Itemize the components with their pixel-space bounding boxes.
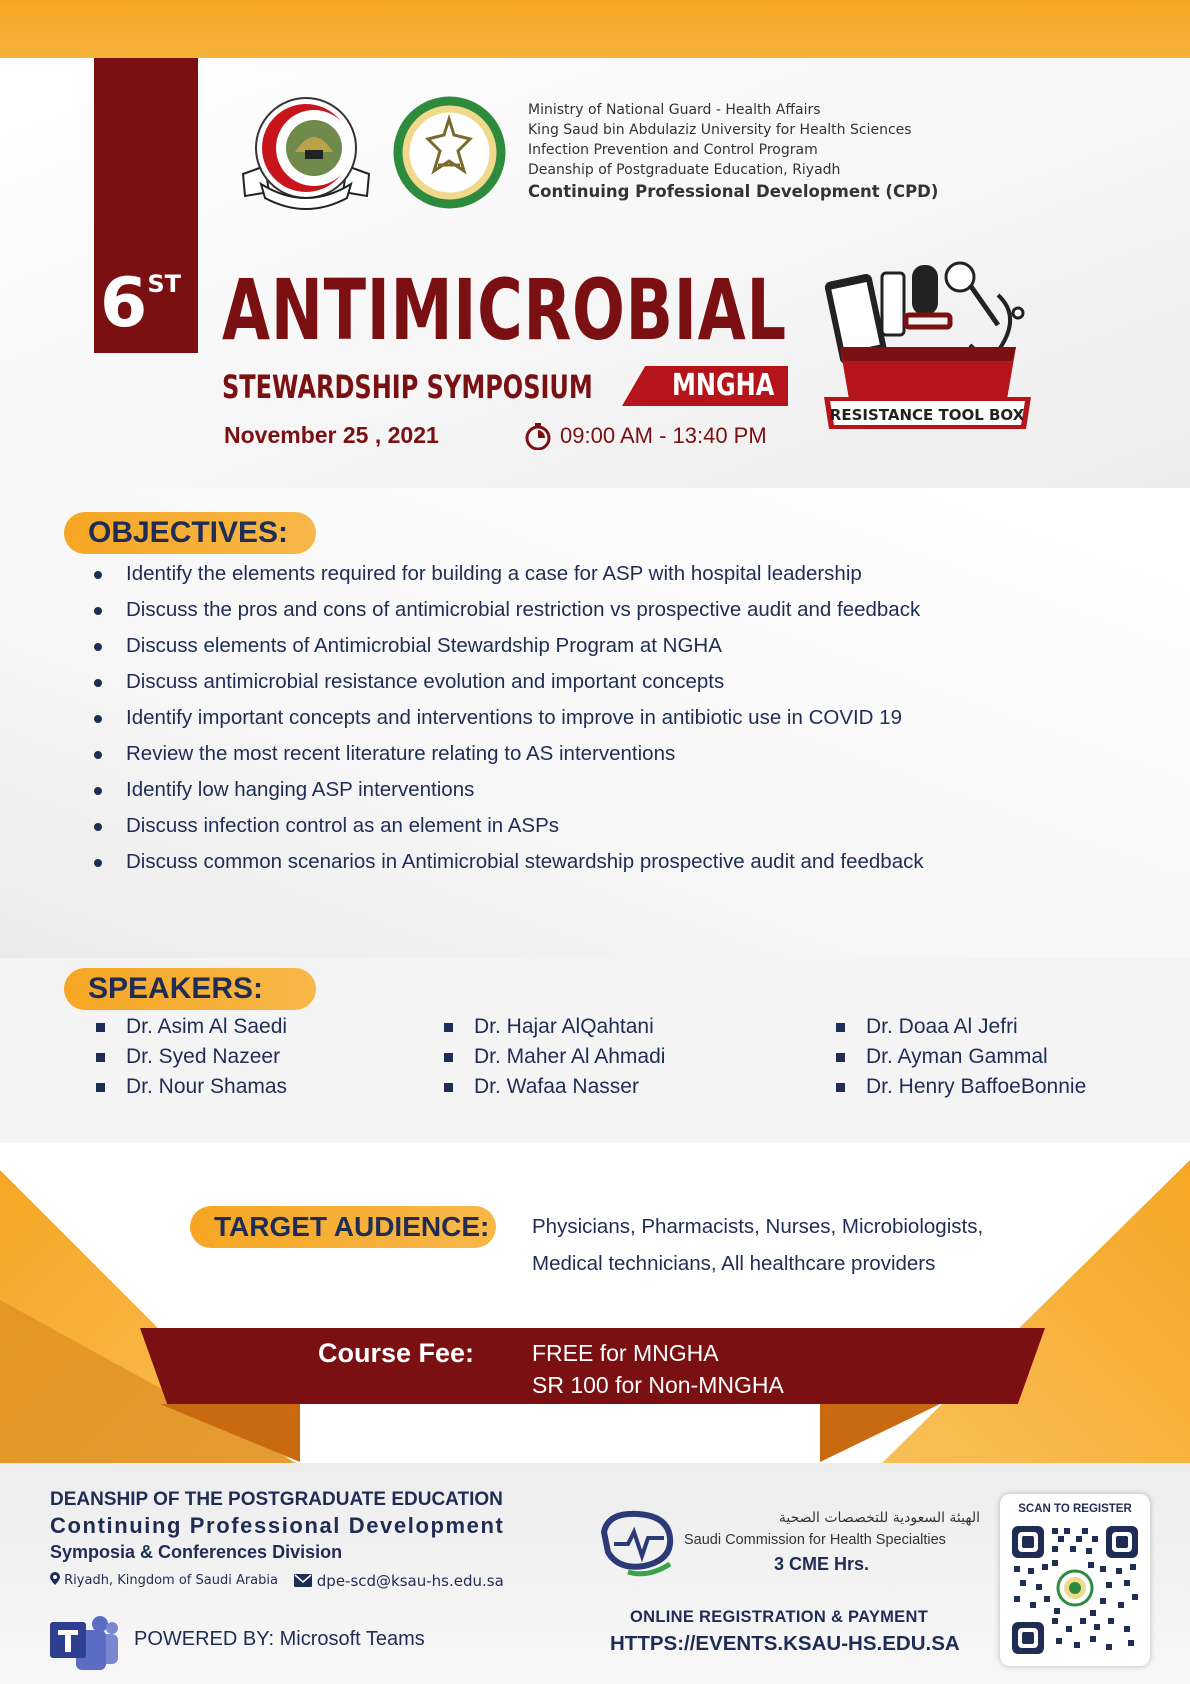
deanship-block	[50, 1488, 504, 1564]
target-audience-heading: TARGET AUDIENCE:	[190, 1206, 496, 1248]
email-text[interactable]: dpe-scd@ksau-hs.edu.sa	[316, 1572, 504, 1590]
contact-email[interactable]	[294, 1572, 504, 1590]
edition-number: 6	[100, 264, 148, 343]
speaker-item: Dr. Maher Al Ahmadi	[444, 1042, 665, 1072]
objective-item: Identify the elements required for building a case for ASP with hospital leadership	[94, 556, 924, 592]
speaker-item: Dr. Ayman Gammal	[836, 1042, 1086, 1072]
event-date: November 25 , 2021	[224, 422, 439, 448]
course-fee-label: Course Fee:	[318, 1338, 475, 1368]
scfhs-logo	[598, 1508, 686, 1578]
edition-suffix: ST	[147, 270, 181, 298]
audience-line: Medical technicians, All healthcare providers	[532, 1252, 936, 1275]
division-title: Symposia & Conferences Division	[50, 1542, 343, 1562]
org-line: Infection Prevention and Control Program	[528, 142, 818, 158]
audience-line: Physicians, Pharmacists, Nurses, Microbiologists,	[532, 1215, 984, 1238]
org-line: Ministry of National Guard - Health Affairs	[528, 102, 821, 118]
stopwatch-icon	[524, 422, 552, 450]
registration-heading: ONLINE REGISTRATION & PAYMENT	[630, 1608, 929, 1626]
fee-line: SR 100 for Non-MNGHA	[532, 1372, 784, 1398]
objectives-heading: OBJECTIVES:	[64, 512, 316, 554]
powered-by: POWERED BY: Microsoft Teams	[134, 1628, 425, 1650]
speaker-item: Dr. Syed Nazeer	[96, 1042, 287, 1072]
objective-item: Identify low hanging ASP interventions	[94, 772, 924, 808]
objectives-list	[94, 556, 924, 880]
cpd-line: Continuing Professional Development (CPD)	[528, 182, 939, 201]
speakers-column-3	[836, 1012, 1086, 1102]
top-accent-bar	[0, 0, 1190, 58]
objective-item: Discuss the pros and cons of antimicrobial restriction vs prospective audit and feedback	[94, 592, 924, 628]
speakers-column-1	[96, 1012, 287, 1102]
org-line: Deanship of Postgraduate Education, Riyadh	[528, 162, 841, 178]
speaker-item: Dr. Hajar AlQahtani	[444, 1012, 665, 1042]
cme-hours: 3 CME Hrs.	[774, 1554, 870, 1574]
event-title: ANTIMICROBIAL	[222, 261, 787, 359]
toolbox-label: RESISTANCE TOOL BOX	[829, 406, 1025, 424]
objective-item: Identify important concepts and interventions to improve in antibiotic use in COVID 19	[94, 700, 924, 736]
objective-item: Review the most recent literature relating to AS interventions	[94, 736, 924, 772]
qr-label: SCAN TO REGISTER	[1018, 1503, 1132, 1515]
mail-icon	[294, 1574, 312, 1587]
location	[50, 1572, 278, 1588]
objective-item: Discuss common scenarios in Antimicrobial stewardship prospective audit and feedback	[94, 844, 924, 880]
edition-label	[100, 264, 181, 343]
speaker-item: Dr. Asim Al Saedi	[96, 1012, 287, 1042]
speaker-item: Dr. Nour Shamas	[96, 1072, 287, 1102]
scfhs-arabic-name: الهيئة السعودية للتخصصات الصحية	[778, 1510, 980, 1526]
microsoft-teams-icon	[48, 1612, 120, 1674]
org-line: King Saud bin Abdulaziz University for Health Sciences	[528, 122, 912, 138]
objective-item: Discuss elements of Antimicrobial Stewardship Program at NGHA	[94, 628, 924, 664]
event-subtitle: STEWARDSHIP SYMPOSIUM	[222, 368, 593, 406]
fee-line: FREE for MNGHA	[532, 1340, 719, 1366]
location-pin-icon	[50, 1572, 60, 1585]
cpd-title: Continuing Professional Development	[50, 1513, 505, 1538]
speakers-heading: SPEAKERS:	[64, 968, 316, 1010]
ministry-of-national-guard-logo	[235, 92, 377, 212]
speaker-item: Dr. Wafaa Nasser	[444, 1072, 665, 1102]
mngha-badge-label: MNGHA	[672, 368, 775, 403]
resistance-toolbox-illustration	[820, 255, 1035, 455]
deanship-title: DEANSHIP OF THE POSTGRADUATE EDUCATION	[50, 1489, 503, 1510]
speaker-item: Dr. Henry BaffoeBonnie	[836, 1072, 1086, 1102]
speaker-item: Dr. Doaa Al Jefri	[836, 1012, 1086, 1042]
speakers-column-2	[444, 1012, 665, 1102]
ksau-hs-logo	[392, 95, 507, 210]
objective-item: Discuss infection control as an element in ASPs	[94, 808, 924, 844]
registration-link[interactable]: HTTPS://EVENTS.KSAU-HS.EDU.SA	[610, 1632, 960, 1655]
course-fee-values	[532, 1337, 784, 1401]
location-text: Riyadh, Kingdom of Saudi Arabia	[64, 1573, 278, 1588]
scfhs-english-name: Saudi Commission for Health Specialties	[684, 1532, 946, 1548]
organization-lines	[528, 100, 938, 204]
target-audience-text	[532, 1208, 983, 1282]
objective-item: Discuss antimicrobial resistance evolution and important concepts	[94, 664, 924, 700]
qr-code[interactable]	[1008, 1522, 1142, 1658]
event-time: 09:00 AM - 13:40 PM	[560, 423, 767, 448]
